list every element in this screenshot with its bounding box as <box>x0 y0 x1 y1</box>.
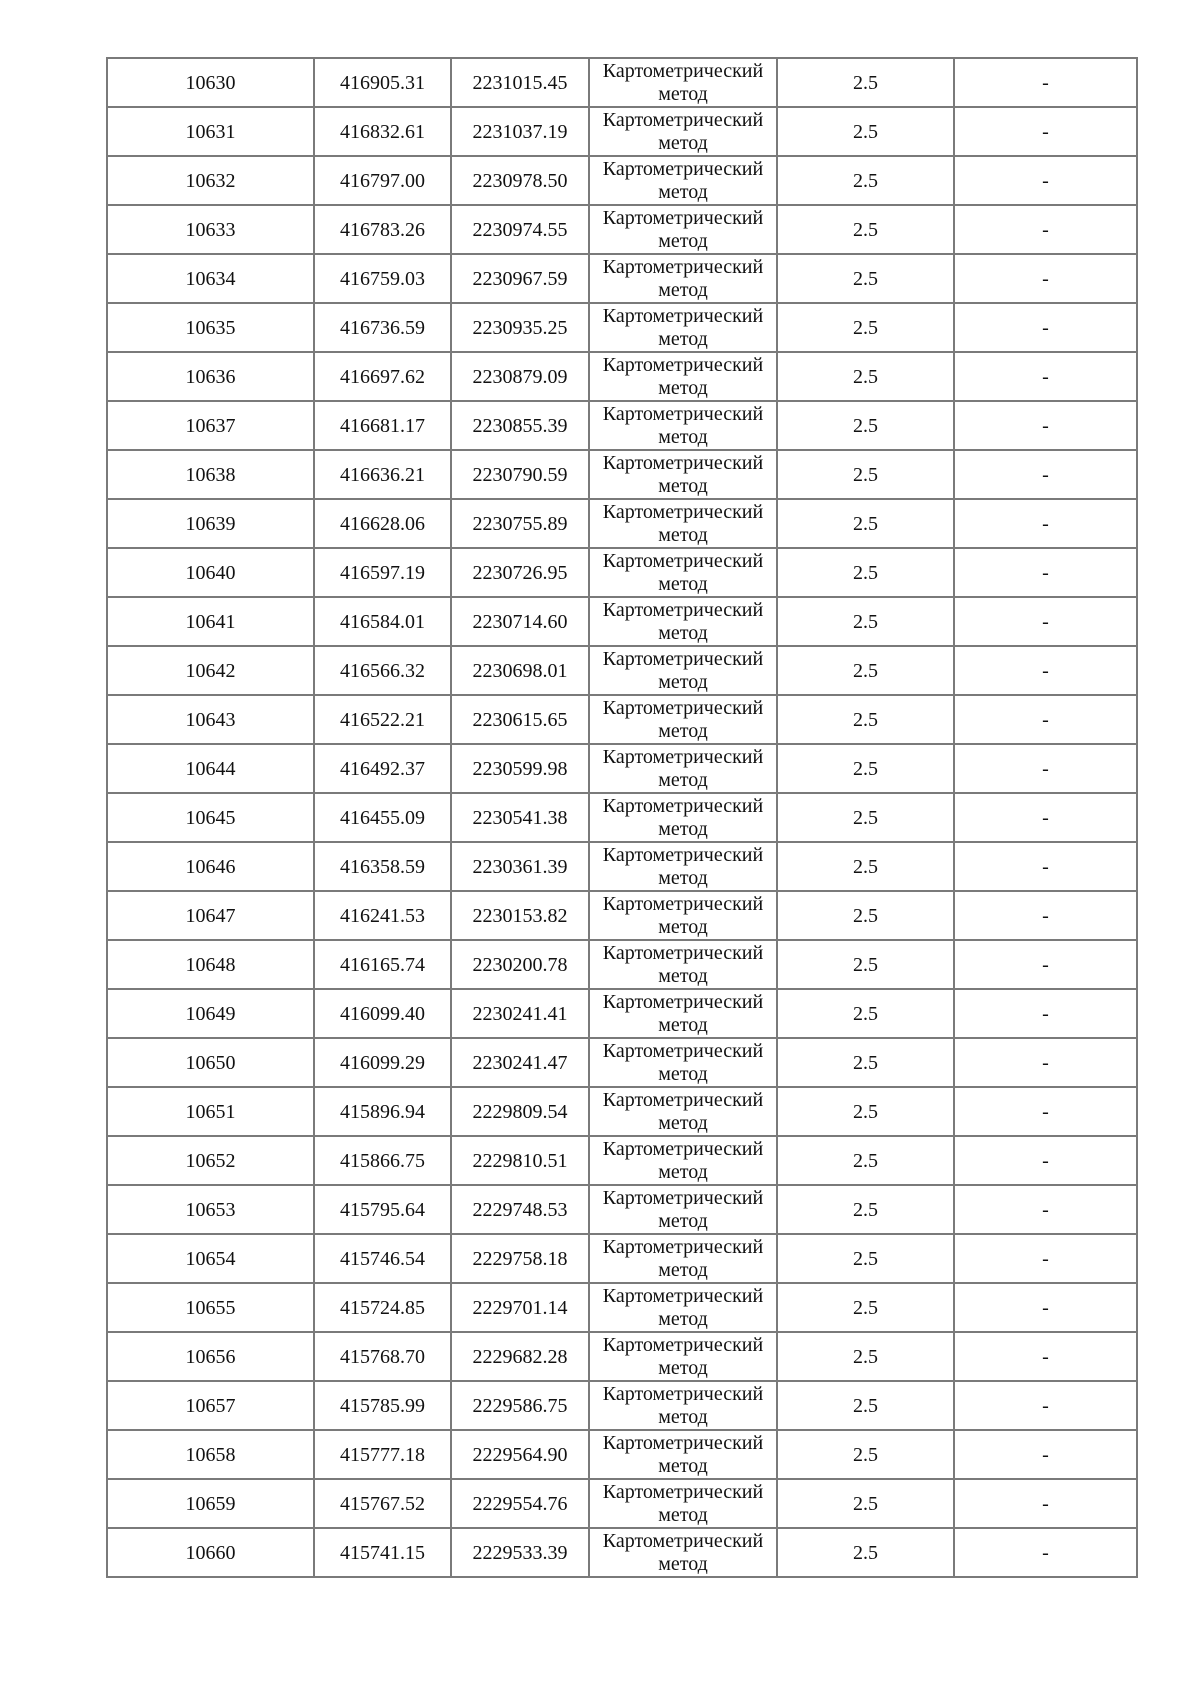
accuracy-cell: 2.5 <box>777 1479 954 1528</box>
method-line-2: метод <box>658 768 708 791</box>
table-row <box>107 303 1137 352</box>
accuracy-cell: 2.5 <box>777 940 954 989</box>
accuracy-cell: 2.5 <box>777 1136 954 1185</box>
method-line-2: метод <box>658 229 708 252</box>
y-coordinate-cell: 2230153.82 <box>451 891 589 940</box>
y-coordinate-cell: 2229810.51 <box>451 1136 589 1185</box>
note-cell: - <box>954 891 1137 940</box>
accuracy-cell: 2.5 <box>777 1528 954 1577</box>
x-coordinate-cell: 416492.37 <box>314 744 451 793</box>
note-cell: - <box>954 793 1137 842</box>
x-coordinate-cell: 415777.18 <box>314 1430 451 1479</box>
method-cell <box>589 1528 777 1577</box>
method-line-2: метод <box>658 1307 708 1330</box>
y-coordinate-cell: 2231015.45 <box>451 58 589 107</box>
method-line-1: Картометрический <box>602 157 764 180</box>
x-coordinate-cell: 416584.01 <box>314 597 451 646</box>
point-number-cell: 10653 <box>107 1185 314 1234</box>
accuracy-cell: 2.5 <box>777 156 954 205</box>
point-number-cell: 10638 <box>107 450 314 499</box>
method-line-2: метод <box>658 572 708 595</box>
method-line-2: метод <box>658 817 708 840</box>
method-cell <box>589 1136 777 1185</box>
table-row <box>107 891 1137 940</box>
point-number-cell: 10659 <box>107 1479 314 1528</box>
x-coordinate-cell: 416905.31 <box>314 58 451 107</box>
table-row <box>107 1234 1137 1283</box>
y-coordinate-cell: 2230361.39 <box>451 842 589 891</box>
method-line-2: метод <box>658 1552 708 1575</box>
method-line-1: Картометрический <box>602 1235 764 1258</box>
point-number-cell: 10658 <box>107 1430 314 1479</box>
table-row <box>107 156 1137 205</box>
table-row <box>107 1087 1137 1136</box>
y-coordinate-cell: 2230241.41 <box>451 989 589 1038</box>
method-line-1: Картометрический <box>602 451 764 474</box>
method-cell <box>589 597 777 646</box>
method-line-2: метод <box>658 327 708 350</box>
x-coordinate-cell: 415746.54 <box>314 1234 451 1283</box>
method-cell <box>589 1234 777 1283</box>
y-coordinate-cell: 2230726.95 <box>451 548 589 597</box>
method-line-1: Картометрический <box>602 1088 764 1111</box>
method-line-2: метод <box>658 1160 708 1183</box>
note-cell: - <box>954 58 1137 107</box>
note-cell: - <box>954 401 1137 450</box>
method-line-2: метод <box>658 474 708 497</box>
point-number-cell: 10644 <box>107 744 314 793</box>
y-coordinate-cell: 2230879.09 <box>451 352 589 401</box>
point-number-cell: 10642 <box>107 646 314 695</box>
point-number-cell: 10654 <box>107 1234 314 1283</box>
note-cell: - <box>954 842 1137 891</box>
table-row <box>107 695 1137 744</box>
point-number-cell: 10643 <box>107 695 314 744</box>
accuracy-cell: 2.5 <box>777 1234 954 1283</box>
x-coordinate-cell: 415767.52 <box>314 1479 451 1528</box>
note-cell: - <box>954 1430 1137 1479</box>
y-coordinate-cell: 2229758.18 <box>451 1234 589 1283</box>
table-row <box>107 940 1137 989</box>
method-line-1: Картометрический <box>602 255 764 278</box>
method-line-2: метод <box>658 670 708 693</box>
y-coordinate-cell: 2230755.89 <box>451 499 589 548</box>
x-coordinate-cell: 416165.74 <box>314 940 451 989</box>
x-coordinate-cell: 416628.06 <box>314 499 451 548</box>
method-line-1: Картометрический <box>602 108 764 131</box>
accuracy-cell: 2.5 <box>777 744 954 793</box>
method-cell <box>589 499 777 548</box>
point-number-cell: 10632 <box>107 156 314 205</box>
method-cell <box>589 1283 777 1332</box>
method-line-2: метод <box>658 1405 708 1428</box>
note-cell: - <box>954 1087 1137 1136</box>
table-row <box>107 352 1137 401</box>
point-number-cell: 10645 <box>107 793 314 842</box>
note-cell: - <box>954 352 1137 401</box>
method-cell <box>589 891 777 940</box>
method-cell <box>589 1087 777 1136</box>
table-row <box>107 1185 1137 1234</box>
x-coordinate-cell: 416455.09 <box>314 793 451 842</box>
y-coordinate-cell: 2230967.59 <box>451 254 589 303</box>
note-cell: - <box>954 1234 1137 1283</box>
method-line-1: Картометрический <box>602 1039 764 1062</box>
method-cell <box>589 58 777 107</box>
method-line-2: метод <box>658 621 708 644</box>
accuracy-cell: 2.5 <box>777 303 954 352</box>
method-line-1: Картометрический <box>602 696 764 719</box>
accuracy-cell: 2.5 <box>777 842 954 891</box>
accuracy-cell: 2.5 <box>777 695 954 744</box>
accuracy-cell: 2.5 <box>777 352 954 401</box>
point-number-cell: 10631 <box>107 107 314 156</box>
y-coordinate-cell: 2230714.60 <box>451 597 589 646</box>
table-row <box>107 1332 1137 1381</box>
accuracy-cell: 2.5 <box>777 1381 954 1430</box>
x-coordinate-cell: 415785.99 <box>314 1381 451 1430</box>
method-line-1: Картометрический <box>602 1480 764 1503</box>
method-line-1: Картометрический <box>602 941 764 964</box>
y-coordinate-cell: 2230790.59 <box>451 450 589 499</box>
table-row <box>107 793 1137 842</box>
table-row <box>107 254 1137 303</box>
point-number-cell: 10651 <box>107 1087 314 1136</box>
point-number-cell: 10630 <box>107 58 314 107</box>
point-number-cell: 10647 <box>107 891 314 940</box>
point-number-cell: 10640 <box>107 548 314 597</box>
y-coordinate-cell: 2230974.55 <box>451 205 589 254</box>
y-coordinate-cell: 2230541.38 <box>451 793 589 842</box>
y-coordinate-cell: 2230935.25 <box>451 303 589 352</box>
method-line-2: метод <box>658 523 708 546</box>
table-row <box>107 1136 1137 1185</box>
x-coordinate-cell: 415724.85 <box>314 1283 451 1332</box>
table-row <box>107 58 1137 107</box>
note-cell: - <box>954 646 1137 695</box>
note-cell: - <box>954 744 1137 793</box>
note-cell: - <box>954 1528 1137 1577</box>
accuracy-cell: 2.5 <box>777 793 954 842</box>
method-cell <box>589 744 777 793</box>
x-coordinate-cell: 416636.21 <box>314 450 451 499</box>
note-cell: - <box>954 548 1137 597</box>
method-cell <box>589 1430 777 1479</box>
method-line-2: метод <box>658 866 708 889</box>
table-row <box>107 1283 1137 1332</box>
table-row <box>107 107 1137 156</box>
x-coordinate-cell: 416522.21 <box>314 695 451 744</box>
accuracy-cell: 2.5 <box>777 401 954 450</box>
note-cell: - <box>954 254 1137 303</box>
x-coordinate-cell: 416736.59 <box>314 303 451 352</box>
note-cell: - <box>954 989 1137 1038</box>
method-line-1: Картометрический <box>602 1137 764 1160</box>
method-cell <box>589 1381 777 1430</box>
note-cell: - <box>954 1381 1137 1430</box>
method-line-1: Картометрический <box>602 549 764 572</box>
accuracy-cell: 2.5 <box>777 450 954 499</box>
method-line-1: Картометрический <box>602 745 764 768</box>
note-cell: - <box>954 940 1137 989</box>
point-number-cell: 10660 <box>107 1528 314 1577</box>
method-line-2: метод <box>658 131 708 154</box>
table-row <box>107 1038 1137 1087</box>
accuracy-cell: 2.5 <box>777 597 954 646</box>
y-coordinate-cell: 2229809.54 <box>451 1087 589 1136</box>
table-row <box>107 842 1137 891</box>
method-line-2: метод <box>658 180 708 203</box>
y-coordinate-cell: 2229554.76 <box>451 1479 589 1528</box>
method-line-2: метод <box>658 1454 708 1477</box>
method-cell <box>589 254 777 303</box>
y-coordinate-cell: 2229748.53 <box>451 1185 589 1234</box>
method-line-1: Картометрический <box>602 990 764 1013</box>
point-number-cell: 10655 <box>107 1283 314 1332</box>
method-line-1: Картометрический <box>602 892 764 915</box>
method-line-2: метод <box>658 1111 708 1134</box>
method-cell <box>589 352 777 401</box>
method-line-1: Картометрический <box>602 843 764 866</box>
point-number-cell: 10646 <box>107 842 314 891</box>
point-number-cell: 10641 <box>107 597 314 646</box>
method-line-1: Картометрический <box>602 1186 764 1209</box>
method-line-2: метод <box>658 1209 708 1232</box>
method-line-1: Картометрический <box>602 1333 764 1356</box>
method-line-1: Картометрический <box>602 59 764 82</box>
method-line-1: Картометрический <box>602 304 764 327</box>
method-line-1: Картометрический <box>602 1284 764 1307</box>
accuracy-cell: 2.5 <box>777 891 954 940</box>
x-coordinate-cell: 415795.64 <box>314 1185 451 1234</box>
method-cell <box>589 303 777 352</box>
note-cell: - <box>954 1136 1137 1185</box>
note-cell: - <box>954 156 1137 205</box>
y-coordinate-cell: 2230200.78 <box>451 940 589 989</box>
note-cell: - <box>954 303 1137 352</box>
y-coordinate-cell: 2229586.75 <box>451 1381 589 1430</box>
accuracy-cell: 2.5 <box>777 205 954 254</box>
table-body <box>107 58 1137 1577</box>
method-cell <box>589 1479 777 1528</box>
method-line-2: метод <box>658 376 708 399</box>
method-line-1: Картометрический <box>602 1382 764 1405</box>
y-coordinate-cell: 2229701.14 <box>451 1283 589 1332</box>
accuracy-cell: 2.5 <box>777 989 954 1038</box>
x-coordinate-cell: 416832.61 <box>314 107 451 156</box>
method-line-2: метод <box>658 1356 708 1379</box>
method-cell <box>589 989 777 1038</box>
table-row <box>107 989 1137 1038</box>
table-row <box>107 450 1137 499</box>
accuracy-cell: 2.5 <box>777 1332 954 1381</box>
method-line-2: метод <box>658 915 708 938</box>
table-row <box>107 646 1137 695</box>
method-line-2: метод <box>658 719 708 742</box>
method-line-2: метод <box>658 1013 708 1036</box>
accuracy-cell: 2.5 <box>777 107 954 156</box>
x-coordinate-cell: 415741.15 <box>314 1528 451 1577</box>
y-coordinate-cell: 2229533.39 <box>451 1528 589 1577</box>
table-row <box>107 597 1137 646</box>
y-coordinate-cell: 2230615.65 <box>451 695 589 744</box>
accuracy-cell: 2.5 <box>777 499 954 548</box>
method-line-1: Картометрический <box>602 647 764 670</box>
accuracy-cell: 2.5 <box>777 1038 954 1087</box>
accuracy-cell: 2.5 <box>777 1185 954 1234</box>
method-line-1: Картометрический <box>602 1431 764 1454</box>
method-line-2: метод <box>658 425 708 448</box>
note-cell: - <box>954 1185 1137 1234</box>
point-number-cell: 10635 <box>107 303 314 352</box>
x-coordinate-cell: 416566.32 <box>314 646 451 695</box>
method-cell <box>589 1038 777 1087</box>
table-row <box>107 744 1137 793</box>
table-row <box>107 205 1137 254</box>
accuracy-cell: 2.5 <box>777 1087 954 1136</box>
y-coordinate-cell: 2230698.01 <box>451 646 589 695</box>
x-coordinate-cell: 416358.59 <box>314 842 451 891</box>
method-line-2: метод <box>658 964 708 987</box>
x-coordinate-cell: 416797.00 <box>314 156 451 205</box>
x-coordinate-cell: 416241.53 <box>314 891 451 940</box>
accuracy-cell: 2.5 <box>777 1283 954 1332</box>
note-cell: - <box>954 499 1137 548</box>
method-line-1: Картометрический <box>602 500 764 523</box>
method-cell <box>589 548 777 597</box>
table-row <box>107 1479 1137 1528</box>
method-cell <box>589 450 777 499</box>
table-row <box>107 1528 1137 1577</box>
method-cell <box>589 842 777 891</box>
x-coordinate-cell: 415896.94 <box>314 1087 451 1136</box>
method-line-1: Картометрический <box>602 598 764 621</box>
point-number-cell: 10648 <box>107 940 314 989</box>
accuracy-cell: 2.5 <box>777 254 954 303</box>
method-line-2: метод <box>658 278 708 301</box>
method-cell <box>589 107 777 156</box>
y-coordinate-cell: 2230978.50 <box>451 156 589 205</box>
point-number-cell: 10633 <box>107 205 314 254</box>
point-number-cell: 10637 <box>107 401 314 450</box>
method-cell <box>589 401 777 450</box>
y-coordinate-cell: 2231037.19 <box>451 107 589 156</box>
y-coordinate-cell: 2230241.47 <box>451 1038 589 1087</box>
y-coordinate-cell: 2230599.98 <box>451 744 589 793</box>
point-number-cell: 10650 <box>107 1038 314 1087</box>
x-coordinate-cell: 416697.62 <box>314 352 451 401</box>
point-number-cell: 10649 <box>107 989 314 1038</box>
method-cell <box>589 940 777 989</box>
point-number-cell: 10657 <box>107 1381 314 1430</box>
note-cell: - <box>954 597 1137 646</box>
note-cell: - <box>954 1479 1137 1528</box>
y-coordinate-cell: 2229564.90 <box>451 1430 589 1479</box>
note-cell: - <box>954 450 1137 499</box>
y-coordinate-cell: 2229682.28 <box>451 1332 589 1381</box>
x-coordinate-cell: 416099.29 <box>314 1038 451 1087</box>
table-row <box>107 1381 1137 1430</box>
note-cell: - <box>954 695 1137 744</box>
method-line-2: метод <box>658 1258 708 1281</box>
point-number-cell: 10656 <box>107 1332 314 1381</box>
x-coordinate-cell: 416759.03 <box>314 254 451 303</box>
note-cell: - <box>954 1283 1137 1332</box>
x-coordinate-cell: 416099.40 <box>314 989 451 1038</box>
point-number-cell: 10634 <box>107 254 314 303</box>
method-line-2: метод <box>658 1503 708 1526</box>
method-cell <box>589 646 777 695</box>
method-cell <box>589 205 777 254</box>
x-coordinate-cell: 415768.70 <box>314 1332 451 1381</box>
note-cell: - <box>954 107 1137 156</box>
method-line-1: Картометрический <box>602 353 764 376</box>
method-line-1: Картометрический <box>602 1529 764 1552</box>
x-coordinate-cell: 416783.26 <box>314 205 451 254</box>
x-coordinate-cell: 416681.17 <box>314 401 451 450</box>
method-cell <box>589 793 777 842</box>
table-row <box>107 1430 1137 1479</box>
method-line-2: метод <box>658 1062 708 1085</box>
x-coordinate-cell: 416597.19 <box>314 548 451 597</box>
method-cell <box>589 695 777 744</box>
coordinates-table <box>106 57 1138 1578</box>
accuracy-cell: 2.5 <box>777 548 954 597</box>
method-line-2: метод <box>658 82 708 105</box>
method-line-1: Картометрический <box>602 206 764 229</box>
note-cell: - <box>954 1332 1137 1381</box>
method-line-1: Картометрический <box>602 794 764 817</box>
y-coordinate-cell: 2230855.39 <box>451 401 589 450</box>
method-line-1: Картометрический <box>602 402 764 425</box>
accuracy-cell: 2.5 <box>777 58 954 107</box>
table-row <box>107 401 1137 450</box>
point-number-cell: 10652 <box>107 1136 314 1185</box>
note-cell: - <box>954 205 1137 254</box>
table-row <box>107 548 1137 597</box>
point-number-cell: 10636 <box>107 352 314 401</box>
method-cell <box>589 1332 777 1381</box>
note-cell: - <box>954 1038 1137 1087</box>
accuracy-cell: 2.5 <box>777 1430 954 1479</box>
point-number-cell: 10639 <box>107 499 314 548</box>
method-cell <box>589 156 777 205</box>
x-coordinate-cell: 415866.75 <box>314 1136 451 1185</box>
accuracy-cell: 2.5 <box>777 646 954 695</box>
method-cell <box>589 1185 777 1234</box>
table-row <box>107 499 1137 548</box>
